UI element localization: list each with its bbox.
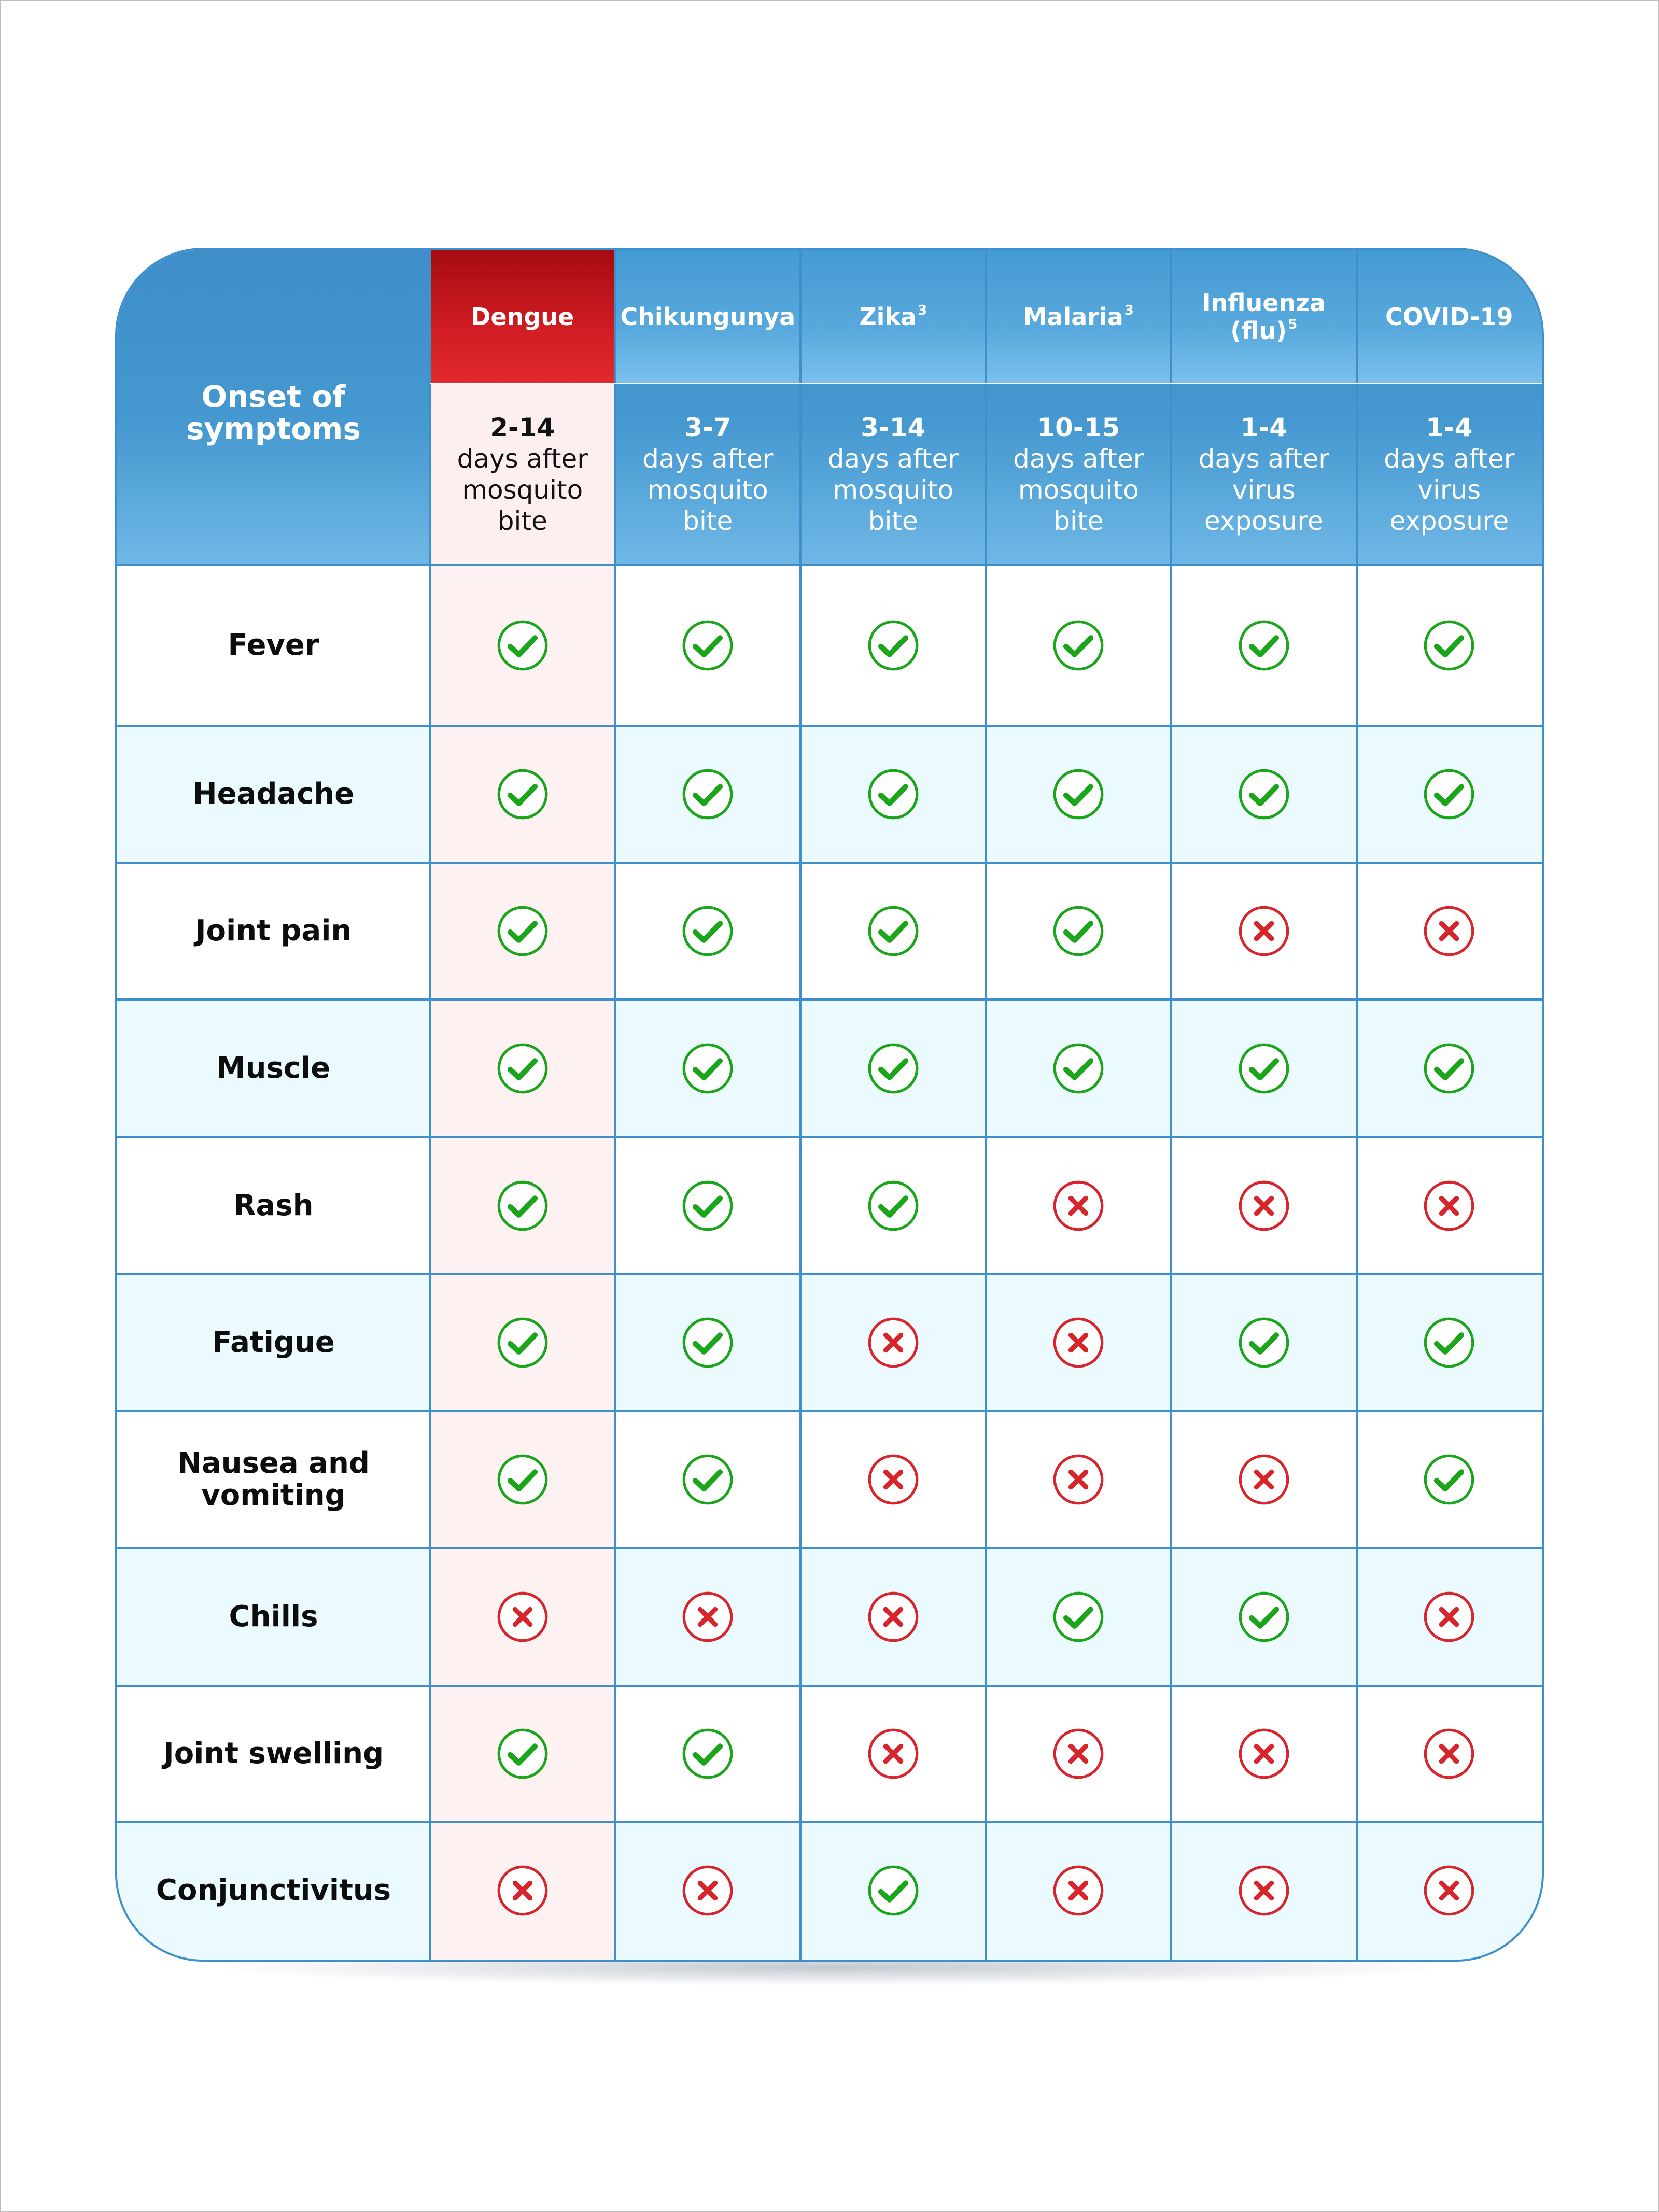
symptom-cell — [1357, 1686, 1542, 1822]
grid-line-vertical — [429, 250, 431, 1962]
symptom-cell — [1171, 726, 1357, 863]
symptom-cell — [1357, 1548, 1542, 1686]
check-icon — [496, 1179, 550, 1233]
disease-header-influenza — [1171, 250, 1357, 384]
symptom-cell — [1171, 565, 1357, 726]
symptom-label: Fatigue — [212, 1326, 335, 1359]
grid-line-vertical — [1170, 250, 1172, 1962]
onset-period-influenza — [1171, 384, 1357, 565]
disease-name-abbrev: (flu) — [1230, 317, 1287, 345]
symptom-label: Headache — [192, 777, 355, 811]
check-icon — [496, 1453, 550, 1506]
cross-icon — [1051, 1316, 1105, 1370]
symptom-cell — [1171, 1822, 1357, 1960]
symptom-cell — [430, 1548, 615, 1686]
onset-text-line: days after — [642, 444, 774, 474]
check-icon — [496, 1041, 550, 1095]
check-icon — [866, 1041, 920, 1095]
onset-period-dengue — [430, 384, 615, 565]
symptom-cell — [800, 1548, 986, 1686]
check-icon — [1051, 618, 1105, 672]
symptom-cell — [1357, 1137, 1542, 1274]
check-icon — [1051, 1041, 1105, 1095]
symptom-cell — [1357, 1822, 1542, 1960]
symptom-cell — [1357, 726, 1542, 863]
cross-icon — [866, 1590, 920, 1644]
onset-range: 10-15 — [1037, 413, 1120, 443]
cross-icon — [496, 1864, 550, 1918]
symptom-cell — [800, 1274, 986, 1411]
onset-period-covid-19 — [1357, 384, 1542, 565]
cross-icon — [681, 1590, 735, 1644]
disease-name: Malaria — [1023, 303, 1123, 331]
symptom-cell — [430, 1686, 615, 1822]
symptom-cell — [800, 1686, 986, 1822]
symptom-cell — [430, 565, 615, 726]
check-icon — [1051, 904, 1105, 958]
cross-icon — [1237, 1864, 1291, 1918]
check-icon — [496, 1727, 550, 1781]
onset-of-symptoms-heading: Onset of symptoms — [186, 379, 361, 446]
check-icon — [496, 1316, 550, 1370]
disease-name: Dengue — [471, 303, 574, 331]
disease-name: Influenza — [1202, 289, 1326, 317]
onset-text-line: mosquito — [647, 475, 768, 505]
cross-icon — [866, 1316, 920, 1370]
onset-text-line: days after — [1013, 444, 1144, 474]
symptom-cell — [1171, 1686, 1357, 1822]
check-icon — [1237, 1590, 1291, 1644]
disease-header-zika — [800, 250, 986, 384]
check-icon — [866, 904, 920, 958]
symptom-cell — [430, 999, 615, 1137]
symptom-cell — [986, 863, 1172, 999]
symptom-label: Fever — [228, 628, 319, 662]
symptom-label: Nausea and vomiting — [177, 1446, 370, 1512]
cross-icon — [1422, 1179, 1476, 1233]
symptom-label: Rash — [233, 1189, 314, 1222]
onset-text-line: virus — [1417, 475, 1481, 505]
onset-text-line: days after — [827, 444, 959, 474]
onset-period-zika — [800, 384, 986, 565]
symptom-label: Muscle — [216, 1051, 331, 1085]
disease-name: COVID-19 — [1385, 303, 1513, 331]
onset-text-line: days after — [457, 444, 588, 474]
onset-text-line: days after — [1384, 444, 1515, 474]
check-icon — [866, 618, 920, 672]
cross-icon — [1051, 1179, 1105, 1233]
onset-text-line: mosquito — [462, 475, 583, 505]
onset-range: 2-14 — [490, 413, 555, 443]
onset-text-line: bite — [868, 506, 918, 536]
symptom-cell — [615, 1548, 801, 1686]
symptom-cell — [430, 863, 615, 999]
check-icon — [496, 767, 550, 821]
symptom-label: Conjunctivitus — [156, 1873, 391, 1907]
symptom-cell — [986, 999, 1172, 1137]
symptom-label: Joint swelling — [163, 1737, 384, 1770]
symptom-cell — [1171, 863, 1357, 999]
symptom-cell — [1357, 1411, 1542, 1548]
symptom-cell — [615, 999, 801, 1137]
symptom-cell — [615, 1822, 801, 1960]
check-icon — [681, 1179, 735, 1233]
grid-line-horizontal — [117, 1410, 1542, 1412]
onset-text-line: virus — [1232, 475, 1296, 505]
symptom-cell — [800, 863, 986, 999]
check-icon — [1422, 1453, 1476, 1506]
cross-icon — [1051, 1727, 1105, 1781]
cross-icon — [1422, 1727, 1476, 1781]
cross-icon — [866, 1453, 920, 1506]
symptom-cell — [986, 565, 1172, 726]
onset-period-chikungunya — [615, 384, 801, 565]
onset-text-line: mosquito — [1018, 475, 1139, 505]
symptom-cell — [1357, 999, 1542, 1137]
grid-line-vertical — [1356, 250, 1358, 1962]
grid-line-horizontal — [117, 1685, 1542, 1687]
onset-text-line: mosquito — [833, 475, 954, 505]
symptom-cell — [615, 1274, 801, 1411]
check-icon — [866, 1179, 920, 1233]
check-icon — [1237, 767, 1291, 821]
symptom-cell — [1357, 863, 1542, 999]
symptom-cell — [615, 726, 801, 863]
check-icon — [1422, 767, 1476, 821]
cross-icon — [1051, 1864, 1105, 1918]
symptom-cell — [800, 1137, 986, 1274]
symptom-cell — [1171, 1274, 1357, 1411]
disease-header-malaria — [986, 250, 1172, 384]
check-icon — [1422, 1316, 1476, 1370]
grid-line-vertical — [985, 250, 987, 1962]
check-icon — [1422, 1041, 1476, 1095]
symptom-cell — [615, 1686, 801, 1822]
symptom-cell — [986, 1411, 1172, 1548]
check-icon — [1237, 1316, 1291, 1370]
symptom-cell — [1171, 1137, 1357, 1274]
cross-icon — [1237, 1179, 1291, 1233]
onset-text-line: bite — [683, 506, 733, 536]
disease-name: Zika — [859, 303, 917, 331]
symptom-cell — [800, 565, 986, 726]
grid-line-horizontal — [117, 725, 1542, 727]
onset-period-malaria — [986, 384, 1172, 565]
onset-text-line: bite — [1053, 506, 1104, 536]
symptom-cell — [1171, 1548, 1357, 1686]
check-icon — [681, 1316, 735, 1370]
symptom-cell — [986, 1548, 1172, 1686]
onset-range: 3-7 — [684, 413, 732, 443]
check-icon — [681, 1453, 735, 1506]
symptom-cell — [430, 726, 615, 863]
onset-text-line: exposure — [1204, 506, 1324, 536]
disease-header-covid-19 — [1357, 250, 1542, 384]
symptom-cell — [986, 1686, 1172, 1822]
grid-line-horizontal — [117, 1821, 1542, 1823]
symptom-cell — [615, 1411, 801, 1548]
symptom-comparison-table — [115, 248, 1544, 1962]
symptom-cell — [800, 999, 986, 1137]
disease-header-chikungunya — [615, 250, 801, 384]
grid-line-horizontal — [117, 862, 1542, 864]
cross-icon — [1237, 904, 1291, 958]
grid-line-vertical — [614, 250, 616, 1962]
symptom-cell — [615, 1137, 801, 1274]
symptom-cell — [800, 726, 986, 863]
symptom-cell — [430, 1411, 615, 1548]
cross-icon — [1422, 904, 1476, 958]
check-icon — [1237, 1041, 1291, 1095]
onset-text-line: days after — [1198, 444, 1329, 474]
grid-line-horizontal — [430, 383, 1542, 384]
check-icon — [496, 618, 550, 672]
check-icon — [1237, 618, 1291, 672]
symptom-label: Joint pain — [195, 914, 352, 948]
check-icon — [681, 1727, 735, 1781]
symptom-cell — [1357, 1274, 1542, 1411]
symptom-label: Chills — [229, 1600, 318, 1633]
footnote-marker: 5 — [1288, 317, 1298, 332]
onset-text-line: exposure — [1389, 506, 1509, 536]
cross-icon — [681, 1864, 735, 1918]
footnote-marker: 3 — [1124, 303, 1134, 318]
symptom-cell — [1357, 565, 1542, 726]
symptom-cell — [986, 726, 1172, 863]
check-icon — [1051, 1590, 1105, 1644]
symptom-cell — [800, 1411, 986, 1548]
check-icon — [681, 904, 735, 958]
cross-icon — [496, 1590, 550, 1644]
symptom-cell — [430, 1274, 615, 1411]
cross-icon — [1237, 1453, 1291, 1506]
symptom-cell — [615, 863, 801, 999]
symptom-cell — [1171, 999, 1357, 1137]
symptom-cell — [615, 565, 801, 726]
symptom-cell — [430, 1137, 615, 1274]
cross-icon — [866, 1727, 920, 1781]
onset-range: 3-14 — [861, 413, 926, 443]
check-icon — [1422, 618, 1476, 672]
symptom-cell — [430, 1822, 615, 1960]
disease-name: Chikungunya — [620, 303, 796, 331]
check-icon — [681, 618, 735, 672]
disease-header-dengue — [430, 250, 615, 384]
cross-icon — [1051, 1453, 1105, 1506]
grid-line-horizontal — [117, 564, 1542, 566]
check-icon — [1051, 767, 1105, 821]
check-icon — [866, 1864, 920, 1918]
check-icon — [681, 767, 735, 821]
check-icon — [496, 904, 550, 958]
check-icon — [866, 767, 920, 821]
check-icon — [681, 1041, 735, 1095]
grid-line-horizontal — [117, 1547, 1542, 1549]
grid-line-horizontal — [117, 998, 1542, 1001]
symptom-cell — [1171, 1411, 1357, 1548]
cross-icon — [1422, 1590, 1476, 1644]
cross-icon — [1422, 1864, 1476, 1918]
symptom-cell — [986, 1137, 1172, 1274]
onset-range: 1-4 — [1426, 413, 1473, 443]
grid-line-vertical — [799, 250, 802, 1962]
footnote-marker: 3 — [918, 303, 927, 318]
onset-range: 1-4 — [1240, 413, 1287, 443]
symptom-cell — [800, 1822, 986, 1960]
symptom-cell — [986, 1822, 1172, 1960]
cross-icon — [1237, 1727, 1291, 1781]
grid-line-horizontal — [117, 1136, 1542, 1138]
symptom-cell — [986, 1274, 1172, 1411]
onset-text-line: bite — [497, 506, 547, 536]
grid-line-horizontal — [117, 1273, 1542, 1275]
